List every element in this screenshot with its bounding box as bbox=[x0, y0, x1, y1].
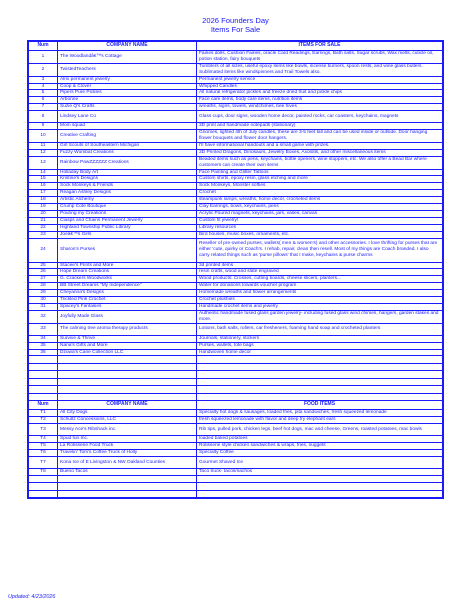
food-blank-cell bbox=[29, 475, 58, 483]
vendor-num-cell: 31 bbox=[29, 304, 58, 311]
vendor-company-cell: Kristine's Designs bbox=[58, 176, 197, 183]
food-row bbox=[29, 424, 443, 436]
vendor-company-cell: BB Street Dreams "My Independence" bbox=[58, 283, 197, 290]
vendor-items-cell: Tumblers of all sizes, useful epoxy items like bowls, incense burners, spoon rests, and wine glass butlers. Sublimated items like windspinners and Trail Towels also. bbox=[197, 63, 443, 76]
vendor-items-cell: Purses, wallets, tote bags bbox=[197, 342, 443, 349]
food-company-cell: Messy Ace's Ribshack inc. bbox=[58, 424, 197, 436]
items-header: ITEMS FOR SALE bbox=[197, 42, 443, 51]
vendor-row bbox=[29, 210, 443, 217]
vendor-company-cell: Survive & Thrive bbox=[58, 335, 197, 342]
vendor-row bbox=[29, 204, 443, 211]
vendor-row bbox=[29, 111, 443, 123]
vendor-num-cell: 21 bbox=[29, 217, 58, 224]
updated-date: Updated: 4/23/2026 bbox=[8, 594, 56, 600]
vendor-row bbox=[29, 51, 443, 64]
vendor-blank-cell bbox=[197, 378, 443, 386]
vendor-row bbox=[29, 104, 443, 111]
vendor-company-cell: Joyfully Made Glass bbox=[58, 310, 197, 323]
food-num-cell: T1 bbox=[29, 410, 58, 417]
food-header-row bbox=[29, 401, 443, 410]
vendor-num-cell: 30 bbox=[29, 297, 58, 304]
vendor-blank-cell bbox=[29, 378, 58, 386]
vendor-items-cell: Reseller of pre-owned purses, wallets( men & women's) and other accessories. I love thrifting for purses that are either 'cute, quirky or Coach's. I rehab, repair, clean then resell. Most of my things are Coach branded. I also carry related things such as 'purse pillows' that I make, keychains & purse charms bbox=[197, 238, 443, 262]
vendor-items-cell: Beaded items such as pens, keychains, bottle openers, wine stoppers, etc. We also offer a Bead Bar where customers can create their own items bbox=[197, 156, 443, 169]
vendor-num-cell: 17 bbox=[29, 190, 58, 197]
food-row bbox=[29, 417, 443, 424]
vendor-company-cell: Rainbow PawZZZZZZ Creations bbox=[58, 156, 197, 169]
food-items-cell: fresh squeezed lemonade with flavor and deep fry elephant ears bbox=[197, 417, 443, 424]
vendor-row bbox=[29, 130, 443, 143]
vendor-header-row bbox=[29, 42, 443, 51]
vendor-items-cell: Whipped Candles bbox=[197, 83, 443, 90]
vendor-num-cell: 18 bbox=[29, 197, 58, 204]
vendor-row bbox=[29, 142, 443, 149]
vendor-num-cell: 10 bbox=[29, 130, 58, 143]
vendor-items-cell: Journals, stationery, stickers bbox=[197, 335, 443, 342]
vendor-row bbox=[29, 349, 443, 356]
vendor-num-cell: 6 bbox=[29, 97, 58, 104]
food-num-cell: T4 bbox=[29, 436, 58, 443]
food-blank-cell bbox=[29, 490, 58, 498]
vendor-row bbox=[29, 269, 443, 276]
vendor-company-cell: Reagan Ashley Designs bbox=[58, 190, 197, 197]
vendor-row bbox=[29, 276, 443, 283]
vendor-row bbox=[29, 224, 443, 231]
vendor-company-cell: Stacee's Prints and More bbox=[58, 262, 197, 269]
vendor-items-cell: Fairies dolls, Cushion Fairies, oracle Card Readings, Earrings, Bath salts, Sugar scrubs, Wax melts, cuticle oil, potion station, fairy bouquets bbox=[197, 51, 443, 64]
vendor-company-cell: Suzie Q's Crafts bbox=[58, 104, 197, 111]
food-company-cell: Spud fun Inc. bbox=[58, 436, 197, 443]
vendor-row bbox=[29, 63, 443, 76]
vendor-items-cell: Clay Earrings, bows, keychains, pens bbox=[197, 204, 443, 211]
food-company-cell: La Rotisserie Food Truck bbox=[58, 443, 197, 450]
food-company-cell: Kona Ice of E Livingston & NW Oakland Counties bbox=[58, 456, 197, 468]
vendor-blank-cell bbox=[197, 356, 443, 364]
vendor-company-cell: TwistedTeachers bbox=[58, 63, 197, 76]
vendor-company-cell: The calming tree aroma therapy products bbox=[58, 323, 197, 335]
vendor-row bbox=[29, 83, 443, 90]
vendor-blank-cell bbox=[58, 371, 197, 379]
food-blank-cell bbox=[58, 490, 197, 498]
food-company-header: COMPANY NAME bbox=[58, 401, 197, 410]
food-row bbox=[29, 443, 443, 450]
vendor-blank-cell bbox=[58, 378, 197, 386]
vendor-row bbox=[29, 310, 443, 323]
vendor-company-cell: Dzuwa's Cane Collection LLC bbox=[58, 349, 197, 356]
food-items-cell: Taco truck- tacos/nachos bbox=[197, 468, 443, 475]
vendor-row bbox=[29, 217, 443, 224]
vendor-row bbox=[29, 169, 443, 176]
food-num-header: Num bbox=[29, 401, 58, 410]
vendor-company-cell: G. Crackers Woodworks bbox=[58, 276, 197, 283]
vendor-blank-cell bbox=[197, 363, 443, 371]
vendor-company-cell: Highland Township Public Library bbox=[58, 224, 197, 231]
vendor-row bbox=[29, 335, 443, 342]
vendor-num-cell: 28 bbox=[29, 283, 58, 290]
vendor-blank-cell bbox=[197, 386, 443, 394]
vendor-items-cell: I'll have informational handouts and a small game with prizes. bbox=[197, 142, 443, 149]
food-blank-row bbox=[29, 483, 443, 491]
vendor-items-cell: Custom fit jewelry! bbox=[197, 217, 443, 224]
vendor-items-cell: Library resources bbox=[197, 224, 443, 231]
vendor-table bbox=[28, 41, 443, 498]
vendor-items-cell: Acrylic Poured magnets, keychains, jars, vases, canvas bbox=[197, 210, 443, 217]
vendor-row bbox=[29, 176, 443, 183]
vendor-items-cell: All natural refrigerator pickles and freeze dried fruit and pickle chips bbox=[197, 90, 443, 97]
vendor-row bbox=[29, 283, 443, 290]
vendor-num-cell: 25 bbox=[29, 262, 58, 269]
vendor-items-cell: Face Painting and Glitter Tattoos bbox=[197, 169, 443, 176]
vendor-row bbox=[29, 149, 443, 156]
food-items-header: FOOD ITEMS bbox=[197, 401, 443, 410]
vendor-num-cell: 34 bbox=[29, 335, 58, 342]
num-header: Num bbox=[29, 42, 58, 51]
vendor-company-cell: Arbonne bbox=[58, 97, 197, 104]
items-sheet bbox=[27, 40, 444, 499]
vendor-items-cell: Face care items, body care items, nutrition items bbox=[197, 97, 443, 104]
food-items-cell: Rotisserie style chicken sandwiches & wraps, fries, nuggets bbox=[197, 443, 443, 450]
vendor-blank-cell bbox=[197, 371, 443, 379]
vendor-row bbox=[29, 197, 443, 204]
vendor-company-cell: Cheyanna's Designs bbox=[58, 290, 197, 297]
vendor-company-cell: Almi permanent jewelry bbox=[58, 76, 197, 83]
vendor-num-cell: 5 bbox=[29, 90, 58, 97]
food-blank-row bbox=[29, 490, 443, 498]
food-blank-cell bbox=[58, 483, 197, 491]
food-items-cell: Rib tips, pulled pork, chicken legs, beef hot dogs, mac and cheese, Greens, roasted potatoes, mac bowls bbox=[197, 424, 443, 436]
food-num-cell: T3 bbox=[29, 424, 58, 436]
food-blank-row bbox=[29, 475, 443, 483]
vendor-blank-cell bbox=[29, 386, 58, 394]
vendor-items-cell: steampunk lamps, wreaths, home decor, crocheted items bbox=[197, 197, 443, 204]
food-company-cell: All City Dogs bbox=[58, 410, 197, 417]
vendor-blank-row bbox=[29, 356, 443, 364]
food-items-cell: Gourmet Shaved Ice bbox=[197, 456, 443, 468]
food-company-cell: Schultz Concessions, LLC bbox=[58, 417, 197, 424]
vendor-blank-cell bbox=[29, 363, 58, 371]
vendor-row bbox=[29, 304, 443, 311]
vendor-company-cell: Trickled Pink Crochet bbox=[58, 297, 197, 304]
vendor-company-cell: Pipers Pure Pickles bbox=[58, 90, 197, 97]
vendor-num-cell: 22 bbox=[29, 224, 58, 231]
vendor-blank-cell bbox=[29, 356, 58, 364]
vendor-num-cell: 32 bbox=[29, 310, 58, 323]
vendor-blank-cell bbox=[58, 363, 197, 371]
vendor-company-cell: Mom squad bbox=[58, 123, 197, 130]
food-items-cell: Specialty Coffee bbox=[197, 450, 443, 457]
food-num-cell: T6 bbox=[29, 450, 58, 457]
vendor-items-cell: 3D print and handmade notepads (stationary) bbox=[197, 123, 443, 130]
vendor-num-cell: 33 bbox=[29, 323, 58, 335]
vendor-blank-cell bbox=[29, 371, 58, 379]
vendor-items-cell: Crochet bbox=[197, 190, 443, 197]
vendor-company-cell: Hope Dream Creations bbox=[58, 269, 197, 276]
vendor-num-cell: 9 bbox=[29, 123, 58, 130]
vendor-items-cell: Bird houses, music boxes, ornaments, etc. bbox=[197, 231, 443, 238]
food-company-cell: Travelin' Tom's Coffee Truck of Holly bbox=[58, 450, 197, 457]
vendor-blank-cell bbox=[197, 393, 443, 401]
vendor-company-cell: Clasps and Chains Permanent Jewelry bbox=[58, 217, 197, 224]
food-row bbox=[29, 436, 443, 443]
vendor-row bbox=[29, 238, 443, 262]
food-company-cell: Bueno Tacos bbox=[58, 468, 197, 475]
vendor-row bbox=[29, 97, 443, 104]
vendor-num-cell: 13 bbox=[29, 156, 58, 169]
vendor-company-cell: Joeâ€™s Girls bbox=[58, 231, 197, 238]
vendor-row bbox=[29, 262, 443, 269]
vendor-items-cell: resin crafts, wood and slate engraved bbox=[197, 269, 443, 276]
vendor-row bbox=[29, 190, 443, 197]
vendor-items-cell: Homemade wreaths and flower arrangements bbox=[197, 290, 443, 297]
food-blank-cell bbox=[29, 483, 58, 491]
vendor-num-cell: 16 bbox=[29, 183, 58, 190]
page-title: 2026 Founders Day bbox=[202, 16, 269, 25]
vendor-row bbox=[29, 231, 443, 238]
vendor-company-cell: Sock Monkeys & Friends bbox=[58, 183, 197, 190]
vendor-items-cell: Wood products: Crosses, cutting boards, cheese slicers, planters... bbox=[197, 276, 443, 283]
vendor-company-cell: Coop & Clover bbox=[58, 83, 197, 90]
vendor-num-cell: 8 bbox=[29, 111, 58, 123]
vendor-blank-cell bbox=[58, 393, 197, 401]
food-row bbox=[29, 450, 443, 457]
vendor-num-cell: 29 bbox=[29, 290, 58, 297]
vendor-company-cell: Nana's Gifts and More bbox=[58, 342, 197, 349]
vendor-company-cell: Spacey's Fantasies bbox=[58, 304, 197, 311]
vendor-company-cell: Fuzzy Wombat Creations bbox=[58, 149, 197, 156]
vendor-company-cell: Pouring my Creations bbox=[58, 210, 197, 217]
vendor-blank-cell bbox=[29, 393, 58, 401]
vendor-company-cell: Crump Cote Boutique bbox=[58, 204, 197, 211]
vendor-row bbox=[29, 290, 443, 297]
vendor-items-cell: Glass cups, door signs, wooden home decor, painted rocks, car coasters, keychains, magnets bbox=[197, 111, 443, 123]
vendor-num-cell: 1 bbox=[29, 51, 58, 64]
vendor-company-cell: Sharon's Purses bbox=[58, 238, 197, 262]
vendor-blank-row bbox=[29, 363, 443, 371]
food-num-cell: T2 bbox=[29, 417, 58, 424]
vendor-company-cell: Holladay Body Art bbox=[58, 169, 197, 176]
food-blank-cell bbox=[58, 475, 197, 483]
vendor-blank-row bbox=[29, 386, 443, 394]
food-blank-cell bbox=[197, 483, 443, 491]
vendor-blank-cell bbox=[58, 356, 197, 364]
vendor-row bbox=[29, 297, 443, 304]
food-items-cell: Specialty hot dogs & sausages, loaded fries, pita sandwiches, fresh squeezed lemonade bbox=[197, 410, 443, 417]
vendor-company-cell: Girl Scouts of Southeastern Michigan bbox=[58, 142, 197, 149]
vendor-num-cell: 24 bbox=[29, 238, 58, 262]
vendor-company-cell: Artistic Alchemy bbox=[58, 197, 197, 204]
vendor-num-cell: 26 bbox=[29, 269, 58, 276]
vendor-company-cell: Lindsey Lane Co bbox=[58, 111, 197, 123]
vendor-num-cell: 4 bbox=[29, 83, 58, 90]
vendor-items-cell: Gnomes, lighted 4th of July candles, these are 3-5 feet tall and can be used inside or outside. Door hanging flower bouquets and flower door hangers. bbox=[197, 130, 443, 143]
vendor-items-cell: 3D Printed Dragons, Dinosaurs, Jewelry Boxes, Axolotls, and other miscellaneous items bbox=[197, 149, 443, 156]
vendor-num-cell: 7 bbox=[29, 104, 58, 111]
vendor-row bbox=[29, 90, 443, 97]
vendor-items-cell: Custom shirts, epoxy resin, glass etching and more bbox=[197, 176, 443, 183]
vendor-items-cell: wreaths, signs, towels, windchimes, bee hives bbox=[197, 104, 443, 111]
vendor-row bbox=[29, 342, 443, 349]
vendor-company-cell: Creative Crafting bbox=[58, 130, 197, 143]
vendor-row bbox=[29, 156, 443, 169]
vendor-num-cell: 23 bbox=[29, 231, 58, 238]
vendor-items-cell: Permanent jewelry service bbox=[197, 76, 443, 83]
vendor-num-cell: 20 bbox=[29, 210, 58, 217]
vendor-items-cell: Handwoven home decor bbox=[197, 349, 443, 356]
vendor-num-cell: 15 bbox=[29, 176, 58, 183]
food-blank-cell bbox=[197, 490, 443, 498]
vendor-items-cell: Handmade crochet items and jewelry bbox=[197, 304, 443, 311]
vendor-num-cell: 2 bbox=[29, 63, 58, 76]
vendor-num-cell: 27 bbox=[29, 276, 58, 283]
food-num-cell: T7 bbox=[29, 456, 58, 468]
vendor-blank-row bbox=[29, 378, 443, 386]
vendor-blank-row bbox=[29, 371, 443, 379]
vendor-items-cell: Sock Monkeys, Monster softies bbox=[197, 183, 443, 190]
vendor-num-cell: 12 bbox=[29, 149, 58, 156]
vendor-num-cell: 11 bbox=[29, 142, 58, 149]
vendor-num-cell: 36 bbox=[29, 349, 58, 356]
food-blank-cell bbox=[197, 475, 443, 483]
food-num-cell: T8 bbox=[29, 468, 58, 475]
page-subtitle: Items For Sale bbox=[210, 25, 261, 34]
vendor-num-cell: 35 bbox=[29, 342, 58, 349]
vendor-blank-cell bbox=[58, 386, 197, 394]
vendor-num-cell: 14 bbox=[29, 169, 58, 176]
food-items-cell: loaded baked potatoes bbox=[197, 436, 443, 443]
vendor-row bbox=[29, 183, 443, 190]
food-row bbox=[29, 410, 443, 417]
vendor-row bbox=[29, 76, 443, 83]
vendor-items-cell: Water for donations towards voucher program bbox=[197, 283, 443, 290]
vendor-items-cell: Lotions, bath salts, rollers, car fresheners, foaming hand soap and crocheted planters bbox=[197, 323, 443, 335]
food-num-cell: T5 bbox=[29, 443, 58, 450]
vendor-blank-row bbox=[29, 393, 443, 401]
food-row bbox=[29, 468, 443, 475]
company-header: COMPANY NAME bbox=[58, 42, 197, 51]
vendor-company-cell: The Woodlandâ€™s Cottage bbox=[58, 51, 197, 64]
food-row bbox=[29, 456, 443, 468]
vendor-row bbox=[29, 123, 443, 130]
vendor-items-cell: 3d printed items bbox=[197, 262, 443, 269]
vendor-items-cell: Authentic handmade fused glass garden jewelry- including fused glass wind chimes, hangers, garden stakes and more. bbox=[197, 310, 443, 323]
vendor-num-cell: 3 bbox=[29, 76, 58, 83]
vendor-items-cell: Crochet plushies bbox=[197, 297, 443, 304]
vendor-row bbox=[29, 323, 443, 335]
vendor-num-cell: 19 bbox=[29, 204, 58, 211]
